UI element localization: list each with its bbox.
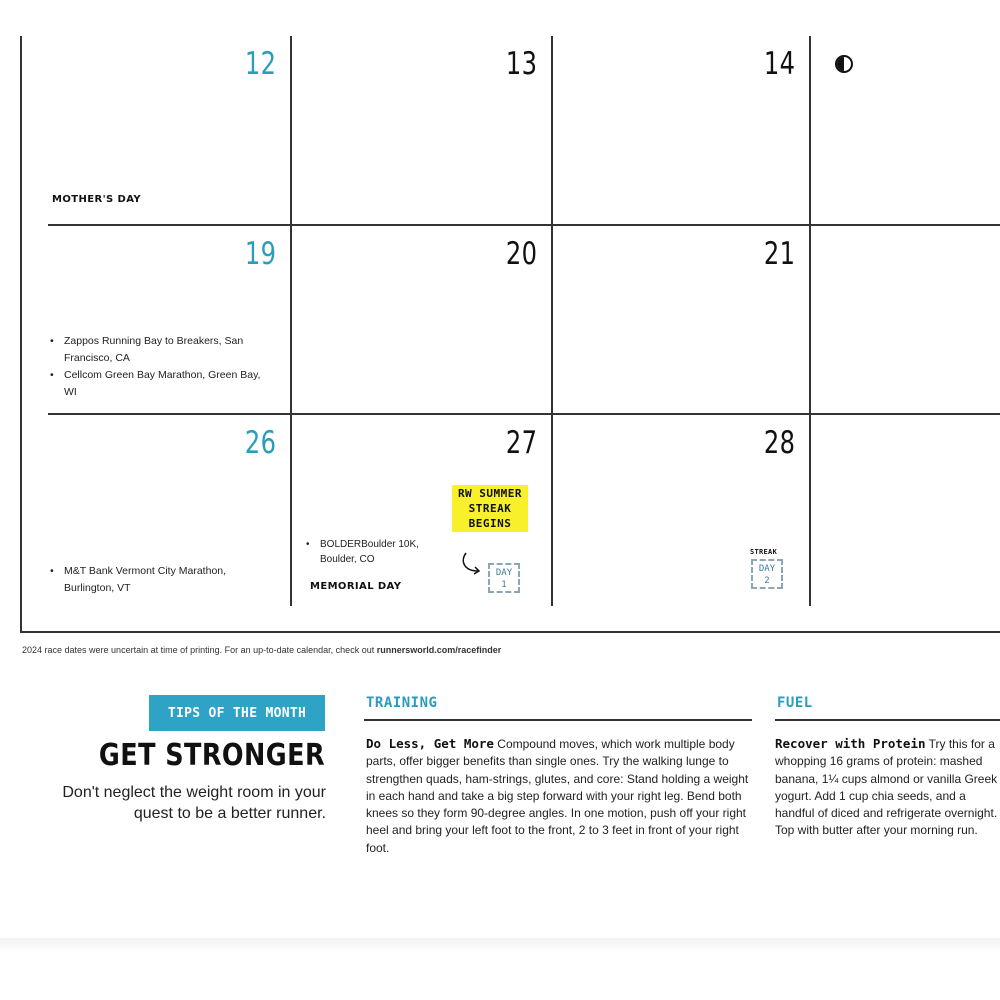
- training-text: Compound moves, which work multiple body parts, offer bigger benefits than single ones. Try the walking lunge to strengthen quads, ham-strings, glutes, and core: Stand holding a weight in each hand and take a big step forward with your right leg. Bend both knees so they form 90-degree angles. In one motion, push off your right heel and bring your left foot to the front, 2 to 3 feet in front of your right foot.: [366, 737, 749, 855]
- day-cell-27: [292, 415, 551, 606]
- day-cell-21: [553, 226, 809, 413]
- summer-streak-tag: RW SUMMER STREAK BEGINS: [452, 485, 528, 532]
- fuel-body: [775, 735, 1000, 860]
- race-event: • Zappos Running Bay to Breakers, San Francisco, CA: [50, 333, 270, 367]
- footnote-link[interactable]: runnersworld.com/racefinder: [376, 645, 502, 655]
- day-number: 27: [505, 425, 537, 461]
- day-cell-28: [553, 415, 809, 606]
- holiday-label: MOTHER'S DAY: [52, 194, 142, 205]
- race-event-list: [50, 563, 275, 597]
- badge-number: 2: [764, 576, 770, 586]
- day-number: 21: [763, 236, 795, 272]
- holiday-label: MEMORIAL DAY: [310, 581, 402, 592]
- day-cell-26: [22, 415, 290, 606]
- race-event: • M&T Bank Vermont City Marathon, Burlington, VT: [50, 563, 275, 597]
- footnote: [22, 645, 501, 655]
- training-rule: [364, 719, 752, 721]
- day-number: 19: [244, 236, 276, 272]
- grid-bottom-border: [20, 631, 1000, 633]
- fuel-lead: Recover with Protein: [775, 736, 926, 751]
- first-quarter-moon-icon: [835, 55, 853, 73]
- tips-subtitle: Don't neglect the weight room in your quest to be a better runner.: [62, 784, 326, 822]
- curved-arrow-icon: [460, 551, 486, 577]
- training-heading: TRAINING: [366, 695, 438, 711]
- day-number: 12: [244, 46, 276, 82]
- page-bottom-shadow: [0, 938, 1000, 954]
- race-event-list: [306, 537, 426, 567]
- training-lead: Do Less, Get More: [366, 736, 494, 751]
- day-cell-19: [22, 226, 290, 413]
- streak-day-1-badge: [488, 563, 520, 593]
- day-cell-12: [22, 36, 290, 224]
- day-number: 26: [244, 425, 276, 461]
- race-event-list: [50, 333, 270, 401]
- day-number: 14: [763, 46, 795, 82]
- badge-label: DAY: [758, 564, 776, 574]
- race-event: • Cellcom Green Bay Marathon, Green Bay, WI: [50, 367, 270, 401]
- grid-vline-3: [809, 36, 811, 606]
- day-number: 20: [505, 236, 537, 272]
- race-event: • BOLDERBoulder 10K, Boulder, CO: [306, 537, 426, 567]
- day-number: 28: [763, 425, 795, 461]
- fuel-heading: FUEL: [777, 695, 813, 711]
- day-cell-14: [553, 36, 809, 224]
- training-body: [366, 735, 752, 880]
- day-cell-13: [292, 36, 551, 224]
- fuel-text: Try this for a whopping 16 grams of protein: mashed banana, 1¼ cups almond or vanilla Greek yogurt. Add 1 cup chia seeds, and a handful of diced and refrigerate overnight. Top with butter after your morning run.: [775, 737, 998, 838]
- streak-day-2-badge: [751, 559, 783, 589]
- day-cell-20: [292, 226, 551, 413]
- badge-number: 1: [501, 580, 507, 590]
- tips-title: GET STRONGER: [98, 738, 325, 773]
- tips-of-the-month-badge: TIPS OF THE MONTH: [149, 695, 325, 731]
- footnote-text: 2024 race dates were uncertain at time of printing. For an up-to-date calendar, check out: [22, 645, 377, 655]
- badge-label: DAY: [495, 568, 513, 578]
- streak-caption: STREAK: [750, 548, 778, 556]
- day-number: 13: [505, 46, 537, 82]
- fuel-rule: [775, 719, 1000, 721]
